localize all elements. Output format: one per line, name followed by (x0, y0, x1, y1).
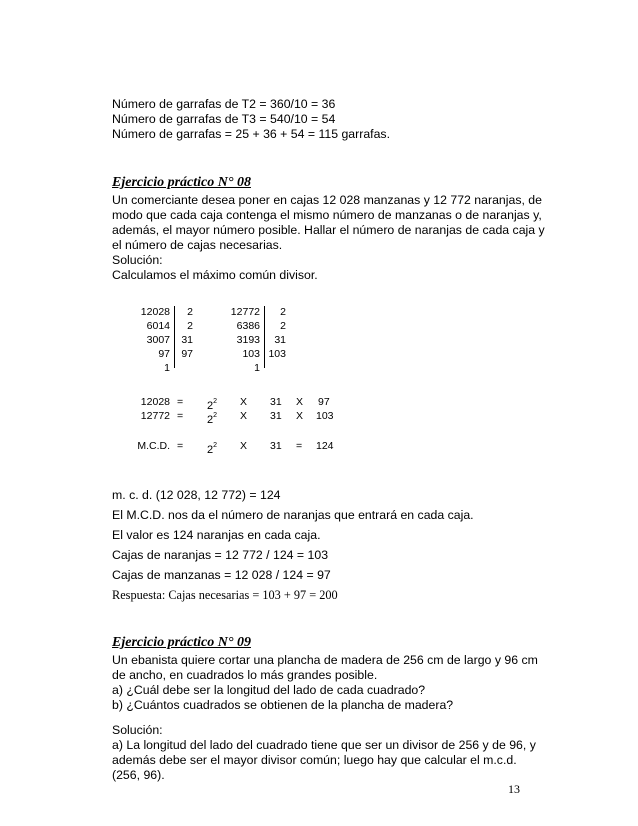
div-b-dividend: 3193 (236, 334, 260, 346)
fact-power: $2^2$ (207, 412, 218, 426)
ex8-after-line: Cajas de manzanas = 12 028 / 124 = 97 (112, 568, 331, 582)
fact-prime: 31 (270, 396, 282, 408)
fact-times: X (240, 396, 248, 408)
div-b-divisor: 2 (280, 320, 286, 332)
div-b-separator (264, 306, 265, 368)
div-b-dividend: 6386 (236, 320, 260, 332)
ex9-text-line: de ancho, en cuadrados lo más grandes posible. (112, 668, 378, 682)
fact-times: X (240, 410, 248, 422)
div-a-dividend: 1 (164, 362, 170, 374)
page-number: 13 (508, 782, 520, 796)
ex9-text-line: b) ¿Cuántos cuadrados se obtienen de la plancha de madera? (112, 698, 454, 712)
ex8-after-line: m. c. d. (12 028, 12 772) = 124 (112, 488, 281, 502)
div-a-dividend: 3007 (146, 334, 170, 346)
ex8-text-line-4: el número de cajas necesarias. (112, 238, 283, 252)
fact-equals: = (177, 396, 184, 408)
div-a-separator (174, 306, 175, 368)
mcd-prime: 31 (270, 440, 282, 452)
top-line-3: Número de garrafas = 25 + 36 + 54 = 115 garrafas. (112, 127, 390, 141)
fact-prime: 97 (318, 396, 330, 408)
mcd-power: $2^2$ (207, 442, 218, 456)
ex8-text-line-1: Un comerciante desea poner en cajas 12 028 manzanas y 12 772 naranjas, de (112, 193, 542, 207)
ex8-solucion: Solución: (112, 253, 163, 267)
ex9-sol-line: además debe ser el mayor divisor común; luego hay que calcular el m.c.d. (112, 753, 517, 767)
fact-equals: = (177, 410, 184, 422)
ex8-after-line: El M.C.D. nos da el número de naranjas que entrará en cada caja. (112, 508, 474, 522)
ex8-respuesta: Respuesta: Cajas necesarias = 103 + 97 = 200 (112, 588, 338, 602)
div-a-divisor: 31 (181, 334, 193, 346)
mcd-equals: = (177, 440, 184, 452)
div-b-dividend: 103 (242, 348, 260, 360)
fact-prime: 103 (316, 410, 334, 422)
div-b-divisor: 103 (268, 348, 286, 360)
div-a-divisor: 2 (187, 320, 193, 332)
ex8-after-line: Cajas de naranjas = 12 772 / 124 = 103 (112, 548, 329, 562)
ex9-text-line: a) ¿Cuál debe ser la longitud del lado de cada cuadrado? (112, 683, 426, 697)
div-a-dividend: 97 (158, 348, 170, 360)
ex9-title: Ejercicio práctico N° 09 (112, 635, 251, 650)
mcd-times: X (240, 440, 248, 452)
ex8-after-line: El valor es 124 naranjas en cada caja. (112, 528, 321, 542)
ex9-solucion: Solución: (112, 723, 163, 737)
fact-prime: 31 (270, 410, 282, 422)
div-a-divisor: 97 (181, 348, 193, 360)
ex9-text-line: Un ebanista quiere cortar una plancha de madera de 256 cm de largo y 96 cm (112, 653, 538, 667)
ex9-sol-line: a) La longitud del lado del cuadrado tiene que ser un divisor de 256 y de 96, y (112, 738, 536, 752)
div-b-divisor: 31 (274, 334, 286, 346)
mcd-equals-2: = (296, 440, 303, 452)
fact-times: X (296, 396, 304, 408)
fact-times: X (296, 410, 304, 422)
ex8-text-line-2: modo que cada caja contenga el mismo número de manzanas o de naranjas y, (112, 208, 542, 222)
ex8-calc: Calculamos el máximo común divisor. (112, 268, 318, 282)
top-line-2: Número de garrafas de T3 = 540/10 = 54 (112, 112, 336, 126)
ex8-title: Ejercicio práctico N° 08 (112, 175, 251, 190)
fact-number: 12028 (140, 396, 170, 408)
top-line-1: Número de garrafas de T2 = 360/10 = 36 (112, 97, 336, 111)
mcd-result: 124 (316, 440, 334, 452)
fact-number: 12772 (140, 410, 170, 422)
div-b-divisor: 2 (280, 306, 286, 318)
ex9-sol-line: (256, 96). (112, 768, 165, 782)
ex8-text-line-3: además, el mayor número posible. Hallar el número de naranjas de cada caja y (112, 223, 545, 237)
mcd-label: M.C.D. (137, 440, 170, 452)
fact-power: $2^2$ (207, 398, 218, 412)
div-a-divisor: 2 (187, 306, 193, 318)
div-b-dividend: 12772 (230, 306, 260, 318)
div-a-dividend: 6014 (146, 320, 170, 332)
div-a-dividend: 12028 (140, 306, 170, 318)
div-b-dividend: 1 (254, 362, 260, 374)
